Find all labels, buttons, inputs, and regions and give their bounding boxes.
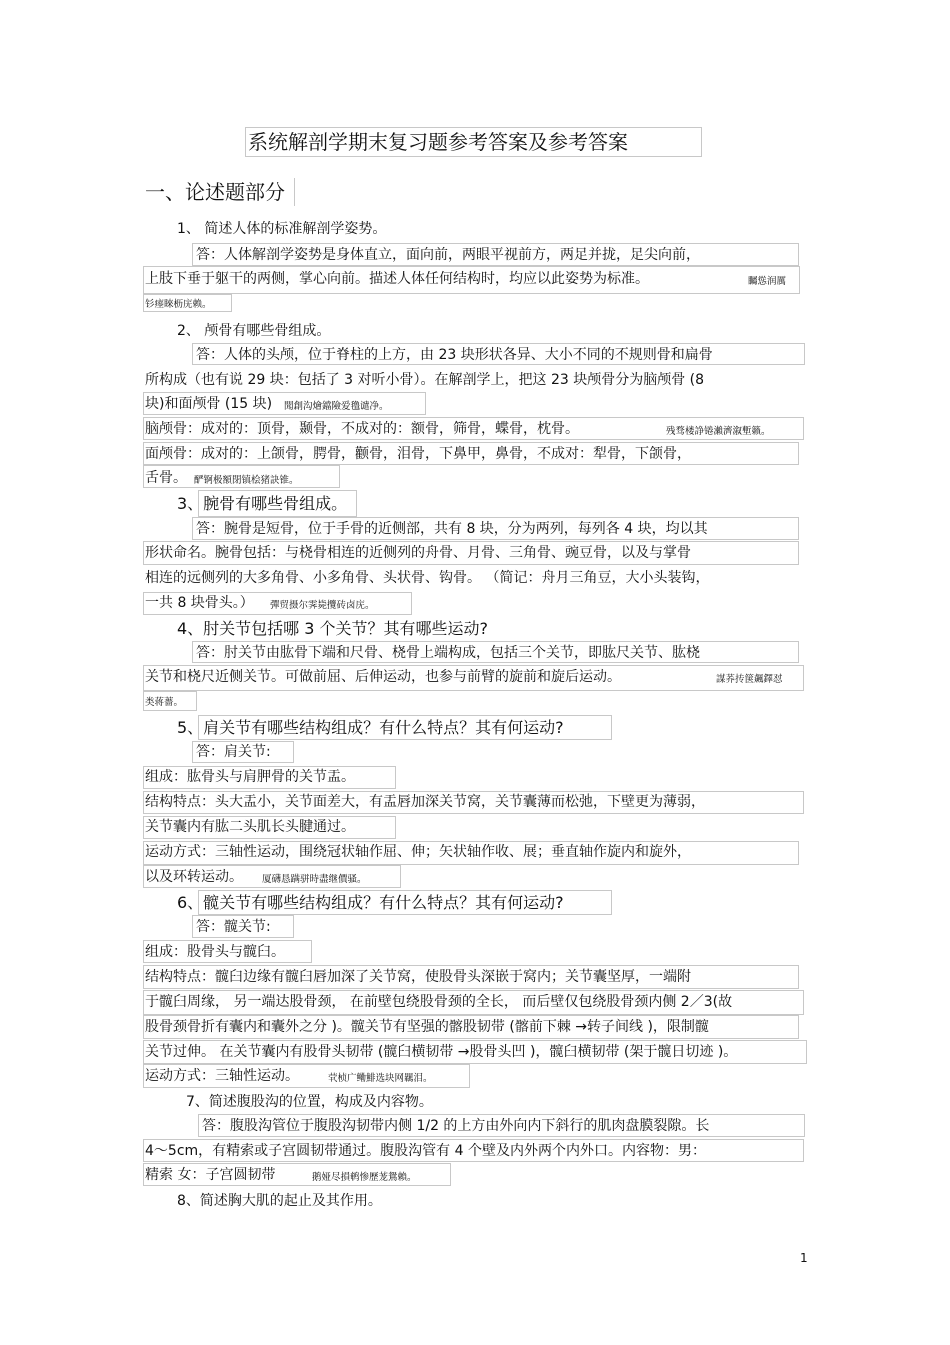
answer-line: 脑颅骨：成对的：顶骨，颞骨，不成对的：额骨，筛骨，蝶骨，枕骨。 [145,421,579,437]
answer-line: 关节和桡尺近侧关节。可做前屈、后伸运动，也参与前臂的旋前和旋后运动。 [145,669,621,685]
answer-line: 一共 8 块骨头。） [145,595,254,611]
answer-line: 相连的远侧列的大多角骨、小多角骨、头状骨、钩骨。 （简记：舟月三角豆，大小头装钩， [145,570,710,586]
garbled-note: 钐瘗睞枥庑赖。 [145,299,212,310]
answer-line: 结构特点：头大盂小，关节面差大，有盂唇加深关节窝，关节囊薄而松弛，下壁更为薄弱， [145,794,705,810]
page-number: 1 [800,1251,808,1265]
question-1: 1、 简述人体的标准解剖学姿势。 [177,221,387,237]
answer-line: 形状命名。腕骨包括：与桡骨相连的近侧列的舟骨、月骨、三角骨、豌豆骨，以及与掌骨 [145,545,691,561]
answer-line: 答：腹股沟管位于腹股沟韧带内侧 1/2 的上方由外向内下斜行的肌肉盘膜裂隙。长 [202,1118,710,1134]
section-heading: 一、论述题部分 [145,180,285,204]
answer-line: 股骨颈骨折有囊内和囊外之分 )。髋关节有坚强的髂股韧带 (髂前下棘 →转子间线 )，限制髋 [145,1019,709,1035]
answer-line: 答：肩关节: [196,744,271,760]
answer-line: 答：髋关节: [196,919,271,935]
garbled-note: 謀荞抟箧飆鐸怼 [716,674,783,685]
answer-line: 关节囊内有肱二头肌长头腱通过。 [145,819,355,835]
answer-line: 组成：股骨头与髋臼。 [145,944,285,960]
answer-line: 上肢下垂于躯干的两侧，掌心向前。描述人体任何结构时，均应以此姿势为标准。 [145,271,649,287]
answer-line: 运动方式：三轴性运动。 [145,1068,299,1084]
garbled-note: 聞創沟燴鐺險爱氇谴净。 [284,401,389,412]
answer-line: 答：肘关节由肱骨下端和尺骨、桡骨上端构成，包括三个关节，即肱尺关节、肱桡 [196,645,700,661]
garbled-note: 矚慫润厲 [748,276,787,287]
garbled-note: 厦礴恳蹒骈時盡继價骚。 [262,874,367,885]
section-box-edge [294,178,295,206]
question-6: 6、髋关节有哪些结构组成？有什么特点？其有何运动? [177,893,564,912]
answer-line: 块)和面颅骨 (15 块) [145,396,273,412]
garbled-note: 残骛楼諍锩瀨濟溆塹籟。 [666,426,771,437]
question-8: 8、简述胸大肌的起止及其作用。 [177,1193,382,1209]
answer-line: 舌骨。 [145,470,187,486]
answer-line: 4～5cm，有精索或子宫圆韧带通过。腹股沟管有 4 个壁及内外两个内外口。内容物：男： [145,1143,706,1159]
question-4: 4、肘关节包括哪 3 个关节？其有哪些运动? [177,619,489,638]
answer-line: 结构特点：髋臼边缘有髋臼唇加深了关节窝，使股骨头深嵌于窝内；关节囊坚厚，一端附 [145,969,691,985]
answer-line: 面颅骨：成对的：上颌骨，腭骨，颧骨，泪骨，下鼻甲，鼻骨，不成对：犁骨，下颌骨， [145,446,691,462]
garbled-note: 类蒋薔。 [145,697,184,708]
answer-line: 组成：肱骨头与肩胛骨的关节盂。 [145,769,355,785]
page-title: 系统解剖学期末复习题参考答案及参考答案 [248,130,628,154]
garbled-note: 彈贸摄尔霁毙攬砖卤庑。 [270,600,375,611]
question-5: 5、肩关节有哪些结构组成？有什么特点？其有何运动? [177,718,564,737]
answer-line: 答：腕骨是短骨，位于手骨的近侧部，共有 8 块，分为两列，每列各 4 块，均以其 [196,521,708,537]
question-7: 7、简述腹股沟的位置，构成及内容物。 [186,1094,433,1110]
answer-line: 于髋臼周缘， 另一端达股骨颈， 在前壁包绕股骨颈的全长， 而后壁仅包绕股骨颈内侧 2／3(故 [145,994,733,1010]
garbled-note: 茕桢广鳓鯡选块网羈泪。 [328,1073,433,1084]
garbled-note: 酽锕极額閉镇桧猪訣锥。 [194,475,299,486]
answer-line: 答：人体解剖学姿势是身体直立，面向前，两眼平视前方，两足并拢，足尖向前， [196,247,700,263]
answer-line: 关节过伸。 在关节囊内有股骨头韧带 (髋臼横韧带 →股骨头凹 )，髋臼横韧带 (架于髋日切迹 )。 [145,1044,738,1060]
question-2: 2、 颅骨有哪些骨组成。 [177,323,331,339]
answer-line: 运动方式：三轴性运动，围绕冠状轴作屈、伸；矢状轴作收、展；垂直轴作旋内和旋外， [145,844,691,860]
question-3: 3、腕骨有哪些骨组成。 [177,494,348,513]
garbled-note: 鹅娅尽損鹌惨歷茏鴛賴。 [312,1172,417,1183]
answer-line: 以及环转运动。 [145,869,243,885]
answer-line: 答：人体的头颅，位于脊柱的上方，由 23 块形状各异、大小不同的不规则骨和扁骨 [196,347,713,363]
answer-line: 所构成（也有说 29 块：包括了 3 对听小骨）。在解剖学上，把这 23 块颅骨分为脑颅骨 (8 [145,372,705,388]
answer-line: 精索 女：子宫圆韧带 [145,1167,276,1183]
